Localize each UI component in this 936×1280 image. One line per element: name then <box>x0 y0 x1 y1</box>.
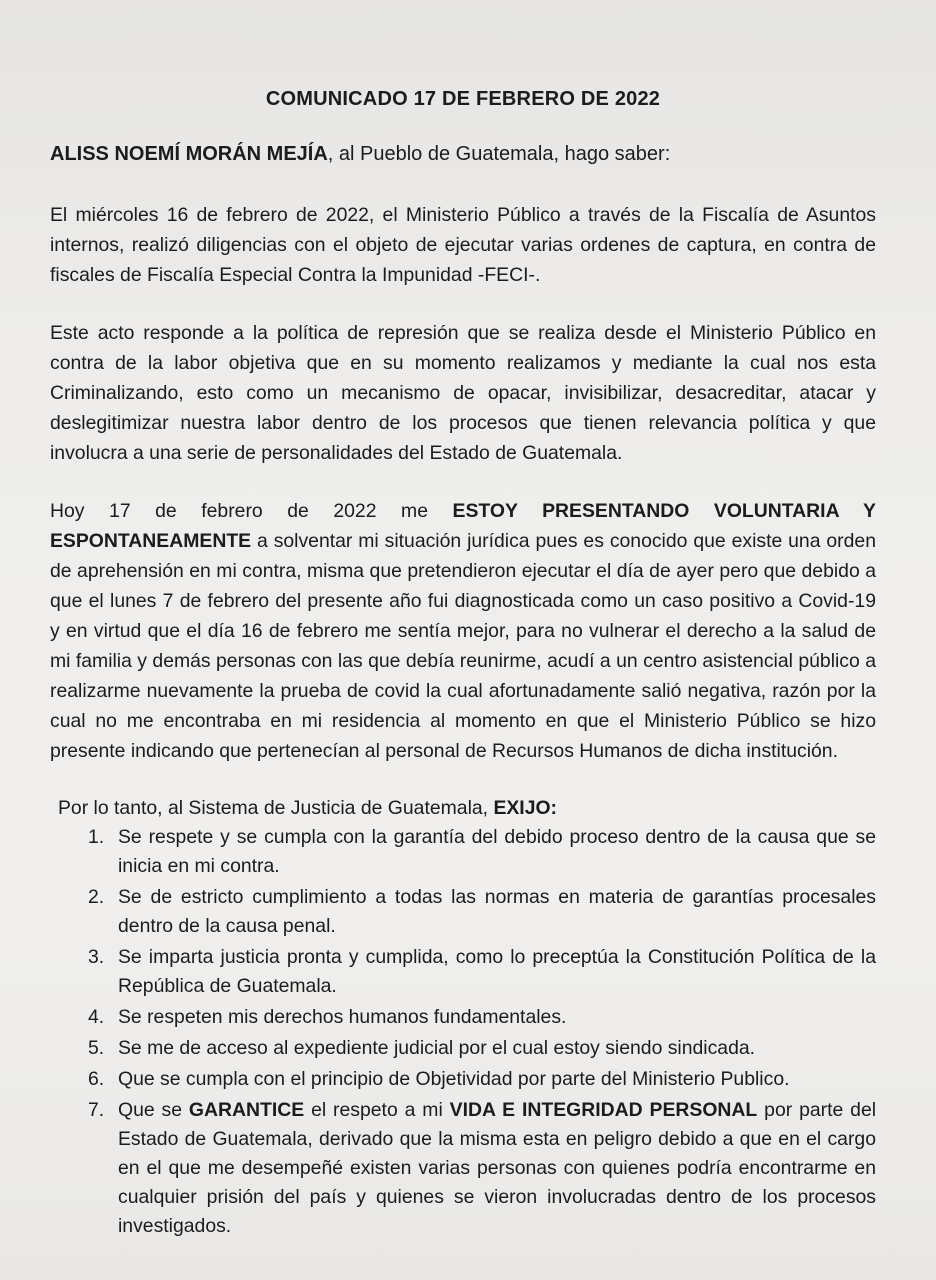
paragraph-2: Este acto responde a la política de represión que se realiza desde el Ministerio Público en contra de la labor objetiva que en su momento realizamos y mediante la cual nos esta Criminalizando, esto como un mecanismo de opacar, invisibilizar, desacreditar, atacar y deslegitimizar nuestra labor dentro de los procesos que tienen relevancia política y que involucra a una serie de personalidades del Estado de Guatemala. <box>50 322 876 464</box>
document-title: COMUNICADO 17 DE FEBRERO DE 2022 <box>265 88 661 110</box>
list-item <box>88 883 876 941</box>
demand7-bold1: GARANTICE <box>188 1099 305 1121</box>
list-item <box>88 1003 876 1032</box>
list-item-number: 4. <box>88 1006 105 1028</box>
paragraph-3-lead: Hoy 17 de febrero de 2022 me <box>50 500 453 522</box>
list-item-text: Se respeten mis derechos humanos fundamentales. <box>118 1006 567 1028</box>
list-item <box>88 943 876 1001</box>
paragraph-1: El miércoles 16 de febrero de 2022, el Ministerio Público a través de la Fiscalía de Asuntos internos, realizó diligencias con el objeto de ejecutar varias ordenes de captura, en contra de fiscales de Fiscalía Especial Contra la Impunidad -FECI-. <box>50 204 876 286</box>
list-item-text: Se me de acceso al expediente judicial por el cual estoy siendo sindicada. <box>118 1037 756 1059</box>
list-item-text: Se respete y se cumpla con la garantía del debido proceso dentro de la causa que se inicia en mi contra. <box>118 826 876 877</box>
list-item-text: Se de estricto cumplimiento a todas las normas en materia de garantías procesales dentro de la causa penal. <box>118 886 876 937</box>
list-item-text: Que se cumpla con el principio de Objetividad por parte del Ministerio Publico. <box>118 1068 790 1090</box>
list-item-number: 1. <box>88 826 105 848</box>
list-item-text: Se imparta justicia pronta y cumplida, como lo preceptúa la Constitución Política de la República de Guatemala. <box>118 946 876 997</box>
list-item-number: 5. <box>88 1037 105 1059</box>
list-item <box>88 1034 876 1063</box>
list-item-number: 7. <box>88 1099 105 1121</box>
demands-intro-bold: EXIJO: <box>493 797 558 819</box>
demand7-part2: el respeto a mi <box>304 1099 450 1121</box>
list-item <box>88 1065 876 1094</box>
list-item-number: 2. <box>88 886 105 908</box>
demand7-part3: por parte del Estado de Guatemala, derivado que la misma esta en peligro debido a que en el cargo en el que me desempeñé existen varias personas con quienes podría encontrarme en cualquier prisión del país y quienes se vieron involucradas dentro de los procesos investigados. <box>118 1099 877 1237</box>
demands-intro <box>50 794 876 823</box>
author-name: ALISS NOEMÍ MORÁN MEJÍA <box>50 143 328 165</box>
list-item-number: 6. <box>88 1068 105 1090</box>
list-item-text <box>118 1096 876 1241</box>
paragraph-3-rest: a solventar mi situación jurídica pues es conocido que existe una orden de aprehensión en mi contra, misma que pretendieron ejecutar el día de ayer pero que debido a que el lunes 7 de febrero del presente año fui diagnosticada como un caso positivo a Covid-19 y en virtud que el día 16 de febrero me sentía mejor, para no vulnerar el derecho a la salud de mi familia y demás personas con las que debía reunirme, acudí a un centro asistencial público a realizarme nuevamente la prueba de covid la cual afortunadamente salió negativa, razón por la cual no me encontraba en mi residencia al momento en que el Ministerio Público se hizo presente indicando que pertenecían al personal de Recursos Humanos de dicha institución. <box>50 530 876 762</box>
list-item <box>88 1096 876 1241</box>
paragraph-3 <box>50 496 876 766</box>
salutation <box>50 143 876 166</box>
demand7-bold2: VIDA E INTEGRIDAD PERSONAL <box>449 1099 758 1121</box>
demand7-part1: Que se <box>118 1099 189 1121</box>
demands-intro-lead: Por lo tanto, al Sistema de Justicia de Guatemala, <box>58 797 494 819</box>
list-item-number: 3. <box>88 946 105 968</box>
paragraph-3-bold: ESTOY PRESENTANDO VOLUNTARIA Y ESPONTANEAMENTE <box>50 500 876 552</box>
list-item <box>88 823 876 881</box>
salutation-text: , al Pueblo de Guatemala, hago saber: <box>327 143 671 165</box>
demands-list <box>50 823 876 1241</box>
